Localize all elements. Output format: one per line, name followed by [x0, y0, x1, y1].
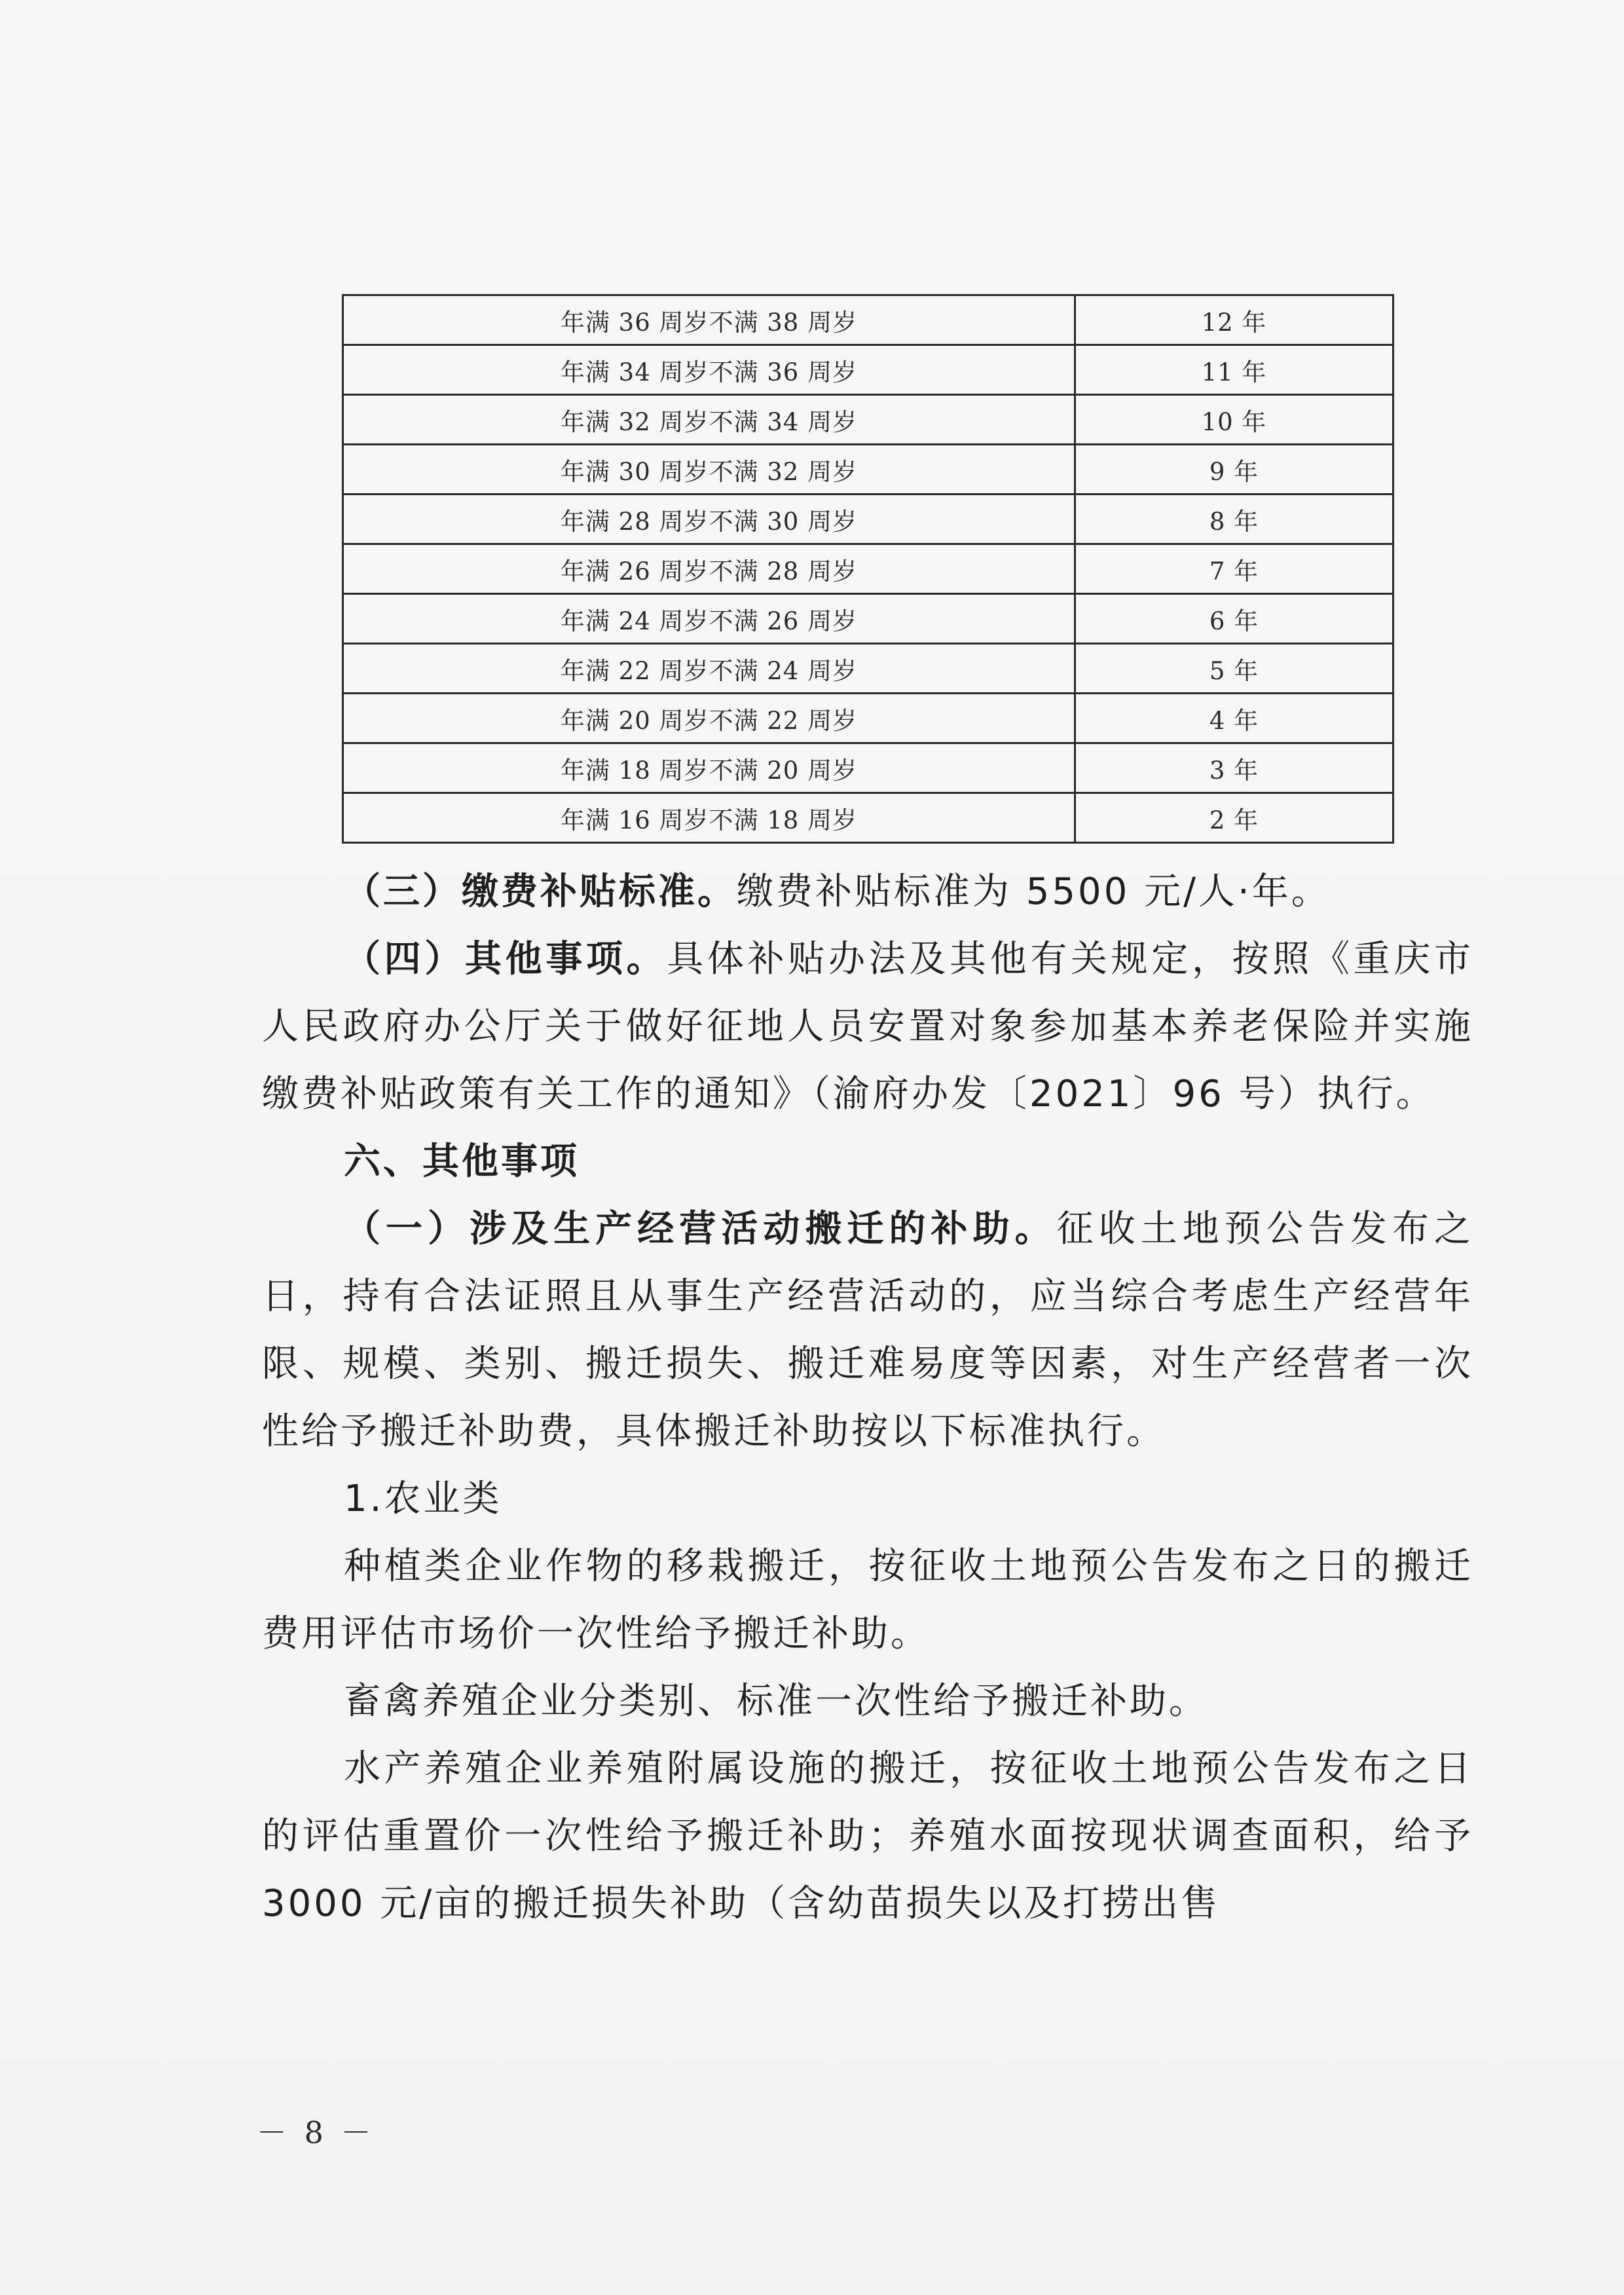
years-cell: 8 年: [1075, 494, 1393, 544]
section-4-body: 具体补贴办法及其他有关规定，按照《重庆市人民政府办公厅关于做好征地人员安置对象参加基本养老保险并实施缴费补贴政策有关工作的通知》（渝府办发〔2021〕96 号）执行。: [262, 938, 1474, 1115]
table-row: [343, 395, 1393, 445]
table-row: [343, 494, 1393, 544]
paragraph-aquaculture: 水产养殖企业养殖附属设施的搬迁，按征收土地预公告发布之日的评估重置价一次性给予搬迁补助；养殖水面按现状调查面积，给予 3000 元/亩的搬迁损失补助（含幼苗损失以及打捞出售: [262, 1747, 1473, 1925]
years-cell: 9 年: [1075, 445, 1393, 494]
table-row: [343, 544, 1393, 594]
paragraph-section-3: [262, 858, 1473, 925]
age-range-cell: 年满 30 周岁不满 32 周岁: [343, 445, 1075, 494]
age-range-cell: 年满 22 周岁不满 24 周岁: [343, 644, 1075, 694]
table-row: [343, 793, 1393, 843]
age-range-cell: 年满 32 周岁不满 34 周岁: [343, 395, 1075, 445]
age-range-cell: 年满 20 周岁不满 22 周岁: [343, 694, 1075, 743]
age-range-cell: 年满 26 周岁不满 28 周岁: [343, 544, 1075, 594]
age-range-cell: 年满 28 周岁不满 30 周岁: [343, 494, 1075, 544]
section-4-heading: （四）其他事项。: [344, 938, 667, 980]
chapter-6-title: 六、其他事项: [344, 1140, 580, 1183]
years-cell: 10 年: [1075, 395, 1393, 445]
section-3-heading: （三）缴费补贴标准。: [344, 870, 737, 913]
table-row: [343, 644, 1393, 694]
paragraph-section-6-1: [262, 1195, 1473, 1465]
age-range-cell: 年满 16 周岁不满 18 周岁: [343, 793, 1075, 843]
paragraph-section-4: [262, 925, 1473, 1128]
years-cell: 4 年: [1075, 694, 1393, 743]
years-cell: 2 年: [1075, 793, 1393, 843]
table-row: [343, 295, 1393, 345]
paragraph-planting: 种植类企业作物的移栽搬迁，按征收土地预公告发布之日的搬迁费用评估市场价一次性给予搬迁补助。: [262, 1545, 1473, 1655]
item-1-title: 1.农业类: [344, 1478, 502, 1520]
section-3-body: 缴费补贴标准为 5500 元/人·年。: [737, 870, 1331, 913]
years-cell: 11 年: [1075, 345, 1393, 395]
paragraph-livestock: 畜禽养殖企业分类别、标准一次性给予搬迁补助。: [344, 1680, 1208, 1723]
age-range-cell: 年满 18 周岁不满 20 周岁: [343, 743, 1075, 793]
table-row: [343, 743, 1393, 793]
table-row: [343, 345, 1393, 395]
age-range-cell: 年满 24 周岁不满 26 周岁: [343, 594, 1075, 644]
age-years-table-body: [343, 295, 1393, 843]
table-row: [343, 445, 1393, 494]
years-cell: 12 年: [1075, 295, 1393, 345]
section-6-1-heading: （一）涉及生产经营活动搬迁的补助。: [344, 1208, 1057, 1250]
body-text: [262, 858, 1473, 1937]
years-cell: 3 年: [1075, 743, 1393, 793]
years-cell: 7 年: [1075, 544, 1393, 594]
years-cell: 5 年: [1075, 644, 1393, 694]
table-row: [343, 594, 1393, 644]
age-range-cell: 年满 36 周岁不满 38 周岁: [343, 295, 1075, 345]
age-years-table: [342, 294, 1394, 844]
section-6-1-body: 征收土地预公告发布之日，持有合法证照且从事生产经营活动的，应当综合考虑生产经营年限、规模、类别、搬迁损失、搬迁难易度等因素，对生产经营者一次性给予搬迁补助费，具体搬迁补助按以下标准执行。: [262, 1208, 1474, 1453]
page-number: － 8 －: [257, 2115, 375, 2150]
table-row: [343, 694, 1393, 743]
years-cell: 6 年: [1075, 594, 1393, 644]
age-range-cell: 年满 34 周岁不满 36 周岁: [343, 345, 1075, 395]
